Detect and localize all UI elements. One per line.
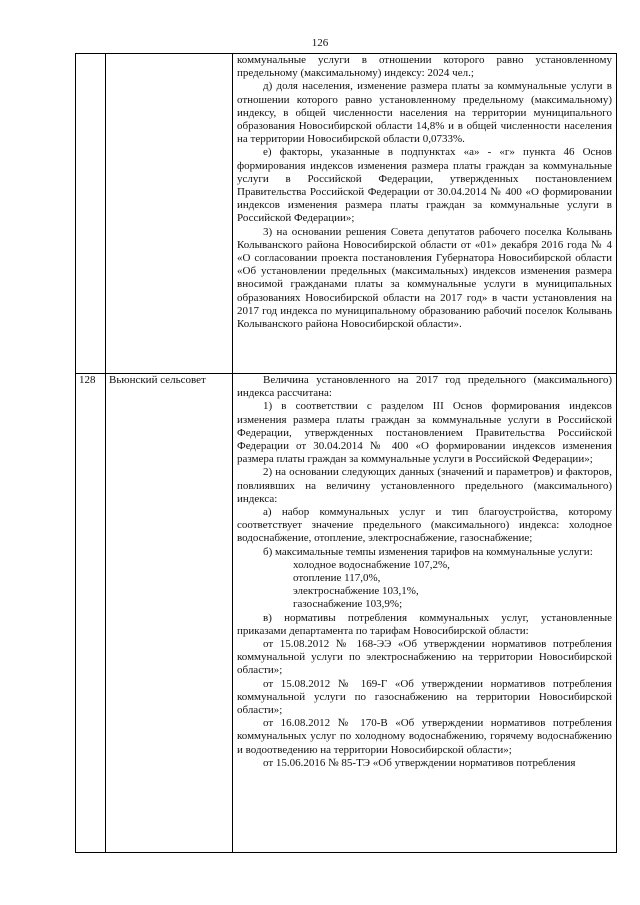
text-paragraph: газоснабжение 103,9%; <box>293 598 403 611</box>
text-paragraph: е) факторы, указанные в подпунктах «а» - «г» пункта 46 Основ формирования индексов изменения размера платы граждан за коммунальные услуги в Российской Федерации, утвержденных постановлением Правительства Российской Федерации от 30.04.2014 № 400 «О формировании индексов изменения размера платы граждан за коммунальные услуги в Российской Федерации»; <box>237 146 612 225</box>
text-paragraph: от 15.08.2012 № 168-ЭЭ «Об утверждении нормативов потребления коммунальной услуги по электроснабжению на территории Новосибирской области»; <box>237 638 612 677</box>
text-paragraph: электроснабжение 103,1%, <box>293 585 419 598</box>
text-paragraph: холодное водоснабжение 107,2%, <box>293 558 450 571</box>
page-number: 126 <box>311 37 329 49</box>
text-paragraph: 2) на основании следующих данных (значений и параметров) и факторов, повлиявших на величину установленного предельного (максимального) индекса: <box>237 466 612 505</box>
municipality-name-cell: Вьюнский сельсовет <box>106 374 233 853</box>
text-paragraph: Величина установленного на 2017 год предельного (максимального) индекса рассчитана: <box>237 374 612 400</box>
table-row-continuation <box>76 54 617 374</box>
document-table <box>75 53 617 853</box>
text-paragraph: отопление 117,0%, <box>293 572 381 585</box>
text-paragraph: а) набор коммунальных услуг и тип благоустройства, которому соответствует значение предельного (максимального) индекса: холодное водоснабжение, отопление, электроснабжение, газоснабжение; <box>237 506 612 545</box>
text-paragraph: 3) на основании решения Совета депутатов рабочего поселка Колывань Колыванского района Новосибирской области от «01» декабря 2016 года № 4 «О согласовании проекта постановления Губернатора Новосибирской области «Об установлении предельных (максимальных) индексов изменения размера вносимой гражданами платы за коммунальные услуги в муниципальных образованиях Новосибирской области на 2017 год» в части установления на 2017 год индекса по муниципальному образованию рабочий поселок Колывань Колыванского района Новосибирской области». <box>237 225 612 331</box>
explanation-cell <box>233 374 617 853</box>
text-paragraph: в) нормативы потребления коммунальных услуг, установленные приказами департамента по тарифам Новосибирской области: <box>237 611 612 637</box>
explanation-cell <box>233 54 617 374</box>
row-number-cell <box>76 54 106 374</box>
text-paragraph: от 16.08.2012 № 170-В «Об утверждении нормативов потребления коммунальных услуг по холодному водоснабжению, горячему водоснабжению и водоотведению на территории Новосибирской области»; <box>237 717 612 756</box>
text-paragraph: от 15.08.2012 № 169-Г «Об утверждении нормативов потребления коммунальной услуги по газоснабжению на территории Новосибирской области»; <box>237 677 612 717</box>
municipality-name-cell <box>106 54 233 374</box>
text-paragraph: д) доля населения, изменение размера платы за коммунальные услуги в отношении которого равно установленному предельному (максимальному) индексу, в общей численности населения на территории муниципального образования Новосибирской области 14,8% и в общей численности населения на территории Новосибирской области 0,0733%. <box>237 80 612 146</box>
text-paragraph: 1) в соответствии с разделом III Основ формирования индексов изменения размера платы граждан за коммунальные услуги в Российской Федерации, утвержденных постановлением Правительства Российской Федерации от 30.04.2014 № 400 «О формировании индексов изменения размера платы граждан за коммунальные услуги в Российской Федерации»; <box>237 400 612 466</box>
text-paragraph: б) максимальные темпы изменения тарифов на коммунальные услуги: <box>263 545 593 558</box>
table-row-128 <box>76 374 617 853</box>
row-number-cell: 128 <box>76 374 106 853</box>
text-paragraph: от 15.06.2016 № 85-ТЭ «Об утверждении нормативов потребления <box>263 756 576 769</box>
text-paragraph: коммунальные услуги в отношении которого равно установленному предельному (максимальному) индексу: 2024 чел.; <box>237 54 612 80</box>
